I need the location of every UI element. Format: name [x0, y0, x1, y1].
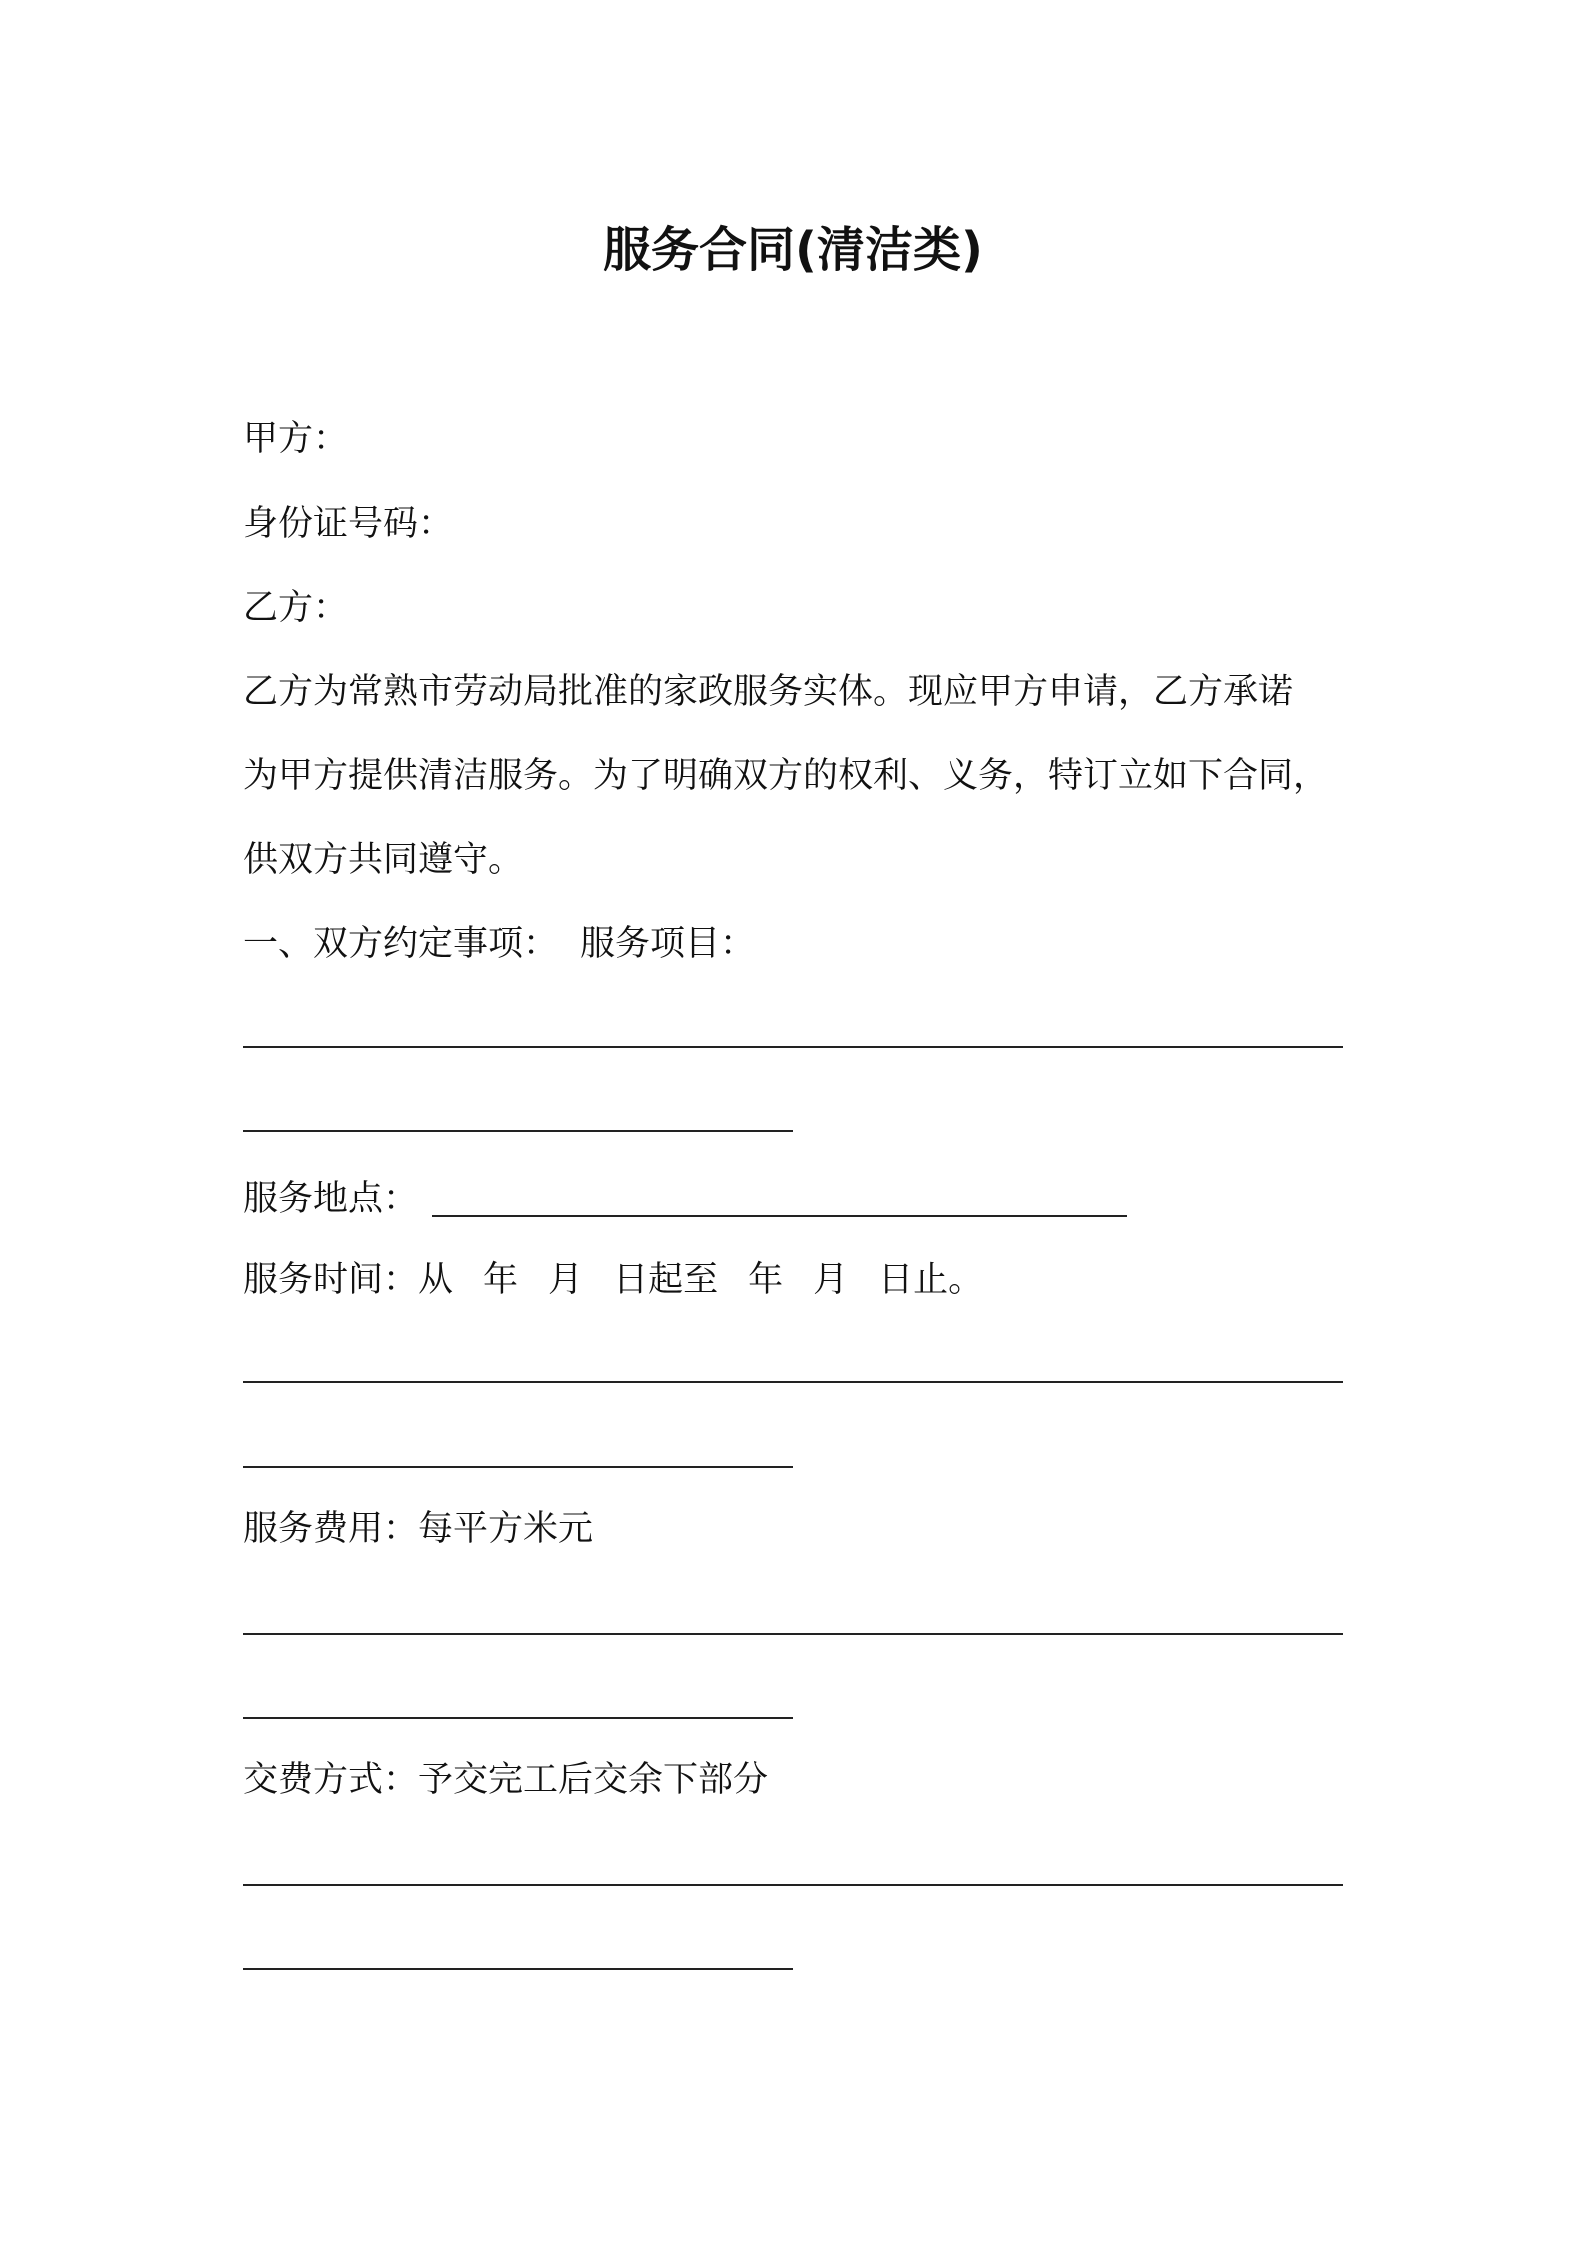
- service-time-month-1: 月: [548, 1260, 584, 1300]
- service-time-blank-2: [243, 1466, 793, 1468]
- party-b-label: 乙方：: [243, 588, 349, 628]
- service-items-label: 服务项目：: [580, 924, 756, 964]
- payment-method-blank-2: [243, 1968, 793, 1970]
- service-time-label: 服务时间：: [243, 1260, 419, 1300]
- service-items-blank-1: [243, 1046, 1343, 1048]
- service-fee-line: [243, 1505, 593, 1553]
- intro-line-2: 为甲方提供清洁服务。为了明确双方的权利、义务，特订立如下合同，: [243, 756, 1329, 796]
- service-fee-blank-2: [243, 1717, 793, 1719]
- service-time-year-1: 年: [483, 1260, 519, 1300]
- payment-method-label: 交费方式：: [243, 1760, 419, 1800]
- service-time-year-2: 年: [748, 1260, 784, 1300]
- party-a-label: 甲方：: [243, 419, 349, 459]
- id-number-label: 身份证号码：: [243, 504, 454, 544]
- service-items-blank-2: [243, 1130, 793, 1132]
- service-time-blank-1: [243, 1381, 1343, 1383]
- service-location-label: 服务地点：: [243, 1179, 419, 1219]
- service-time-day-from: 日起至: [613, 1260, 719, 1300]
- intro-line-3: 供双方共同遵守。: [243, 840, 524, 880]
- service-fee-label: 服务费用：: [243, 1509, 419, 1549]
- payment-method-text: 予交完工后交余下部分: [418, 1760, 769, 1800]
- section-1-heading: 一、双方约定事项：: [243, 924, 559, 964]
- payment-method-line: [243, 1756, 768, 1804]
- service-time-month-2: 月: [813, 1260, 849, 1300]
- service-fee-blank-1: [243, 1633, 1343, 1635]
- section-1-heading-line: [243, 920, 755, 968]
- service-time-day-to: 日止。: [878, 1260, 984, 1300]
- service-fee-text: 每平方米元: [418, 1509, 594, 1549]
- service-time-from: 从: [418, 1260, 454, 1300]
- payment-method-blank-1: [243, 1884, 1343, 1886]
- service-time-line: [243, 1256, 983, 1304]
- intro-line-1: 乙方为常熟市劳动局批准的家政服务实体。现应甲方申请，乙方承诺: [243, 672, 1294, 712]
- service-location-blank: [432, 1215, 1127, 1217]
- document-title: 服务合同(清洁类): [603, 222, 983, 278]
